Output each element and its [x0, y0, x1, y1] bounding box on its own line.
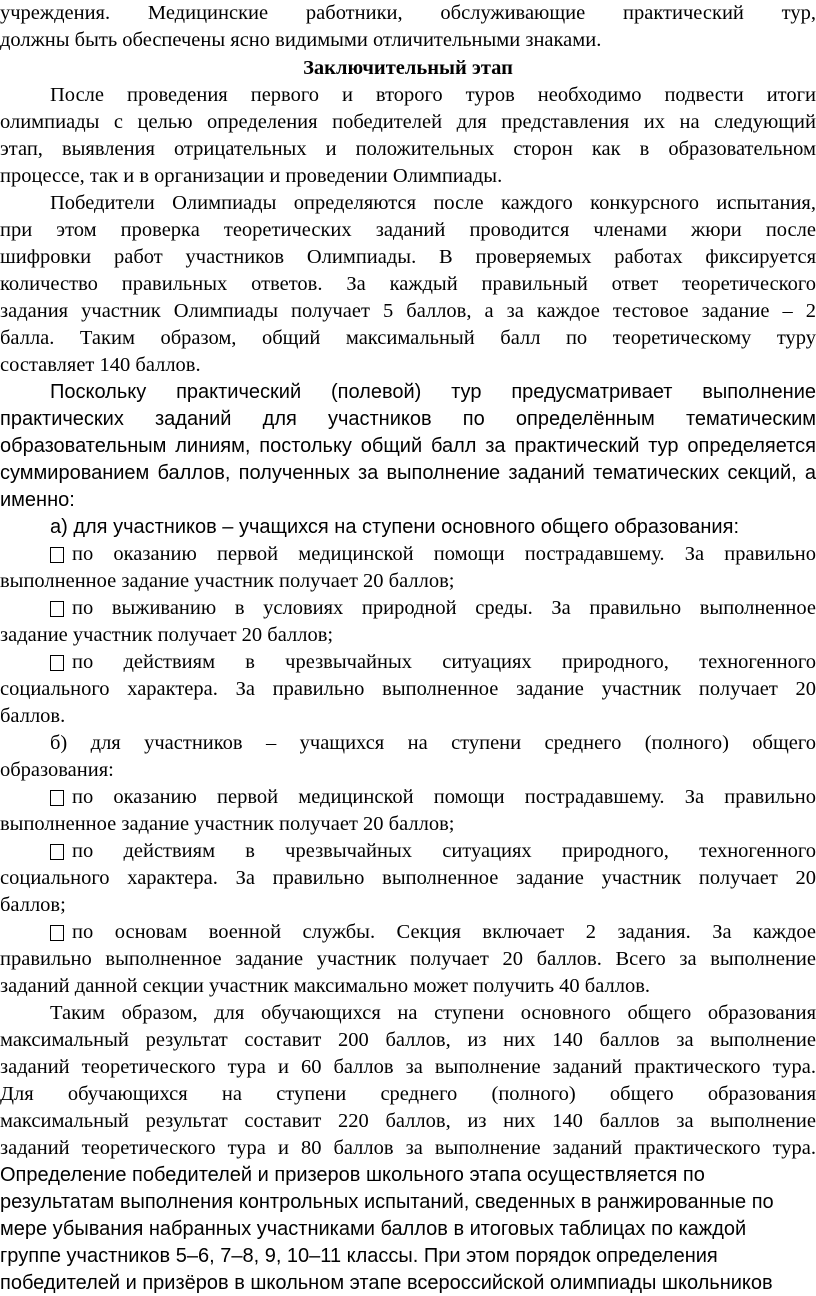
text-line: составляет 140 баллов.	[0, 354, 201, 376]
text-line: баллов.	[0, 705, 66, 727]
text-line: группе участников 5–6, 7–8, 9, 10–11 классы. При этом порядок определения	[0, 1245, 718, 1267]
text-line: задание участник получает 20 баллов;	[0, 624, 334, 646]
text-line: шифровки работ участников Олимпиады. В проверяемых работах фиксируется	[0, 246, 816, 268]
bullet-icon	[50, 547, 64, 563]
text-line: заданий теоретического тура и 60 баллов за выполнение заданий практического тура.	[0, 1056, 816, 1078]
bullet-icon	[50, 925, 64, 941]
list-item: по основам военной службы. Секция включает 2 задания. За каждое	[0, 919, 816, 945]
list-label: а) для участников – учащихся на ступени основного общего образования:	[50, 516, 739, 538]
text-line: Определение победителей и призеров школьного этапа осуществляется по	[0, 1164, 705, 1186]
text-line: заданий данной секции участник максимально может получить 40 баллов.	[0, 975, 651, 997]
text-line: образовательным линиям, постольку общий балл за практический тур определяется	[0, 435, 816, 457]
text-line: образования:	[0, 759, 114, 781]
text-line: задания участник Олимпиады получает 5 баллов, а за каждое тестовое задание – 2	[0, 300, 816, 322]
text-line: при этом проверка теоретических заданий проводится членами жюри после	[0, 219, 816, 241]
text-line: количество правильных ответов. За каждый правильный ответ теоретического	[0, 273, 816, 295]
text-line: Поскольку практический (полевой) тур предусматривает выполнение	[50, 381, 816, 403]
list-label: б) для участников – учащихся на ступени среднего (полного) общего	[50, 732, 816, 754]
text-line: социального характера. За правильно выполненное задание участник получает 20	[0, 867, 816, 889]
text-line: социального характера. За правильно выполненное задание участник получает 20	[0, 678, 816, 700]
text-line: практических заданий для участников по определённым тематическим	[0, 408, 816, 430]
list-item: по оказанию первой медицинской помощи пострадавшему. За правильно	[0, 784, 816, 810]
text-line: этап, выявления отрицательных и положительных сторон как в образовательном	[0, 138, 816, 160]
text-line: именно:	[0, 489, 75, 511]
text-line: результатам выполнения контрольных испытаний, сведенных в ранжированные по	[0, 1191, 774, 1213]
text-line: олимпиады с целью определения победителей для представления их на следующий	[0, 111, 816, 133]
bullet-icon	[50, 844, 64, 860]
list-item: по действиям в чрезвычайных ситуациях природного, техногенного	[0, 838, 816, 864]
text-line: Победители Олимпиады определяются после каждого конкурсного испытания,	[50, 192, 816, 214]
text-line: максимальный результат составит 200 баллов, из них 140 баллов за выполнение	[0, 1029, 816, 1051]
text-line: победителей и призёров в школьном этапе всероссийской олимпиады школьников	[0, 1272, 773, 1294]
text-line: выполненное задание участник получает 20 баллов;	[0, 813, 455, 835]
text-line: После проведения первого и второго туров необходимо подвести итоги	[50, 84, 816, 106]
text-line: Таким образом, для обучающихся на ступени основного общего образования	[50, 1002, 816, 1024]
text-line: правильно выполненное задание участник получает 20 баллов. Всего за выполнение	[0, 948, 816, 970]
list-item: по выживанию в условиях природной среды. За правильно выполненное	[0, 595, 816, 621]
bullet-icon	[50, 655, 64, 671]
text-line: выполненное задание участник получает 20 баллов;	[0, 570, 455, 592]
text-line: балла. Таким образом, общий максимальный балл по теоретическому туру	[0, 327, 816, 349]
text-line: баллов;	[0, 894, 66, 916]
text-line: Для обучающихся на ступени среднего (полного) общего образования	[0, 1083, 816, 1105]
list-item: по оказанию первой медицинской помощи пострадавшему. За правильно	[0, 541, 816, 567]
text-line: суммированием баллов, полученных за выполнение заданий тематических секций, а	[0, 462, 816, 484]
bullet-icon	[50, 601, 64, 617]
text-line: учреждения. Медицинские работники, обслуживающие практический тур,	[0, 2, 816, 24]
text-line: мере убывания набранных участниками баллов в итоговых таблицах по каждой	[0, 1218, 747, 1240]
text-line: заданий теоретического тура и 80 баллов за выполнение заданий практического тура.	[0, 1137, 816, 1159]
text-line: процессе, так и в организации и проведении Олимпиады.	[0, 165, 503, 187]
bullet-icon	[50, 790, 64, 806]
list-item: по действиям в чрезвычайных ситуациях природного, техногенного	[0, 649, 816, 675]
section-heading: Заключительный этап	[303, 57, 513, 79]
text-line: должны быть обеспечены ясно видимыми отличительными знаками.	[0, 29, 602, 51]
text-line: максимальный результат составит 220 баллов, из них 140 баллов за выполнение	[0, 1110, 816, 1132]
